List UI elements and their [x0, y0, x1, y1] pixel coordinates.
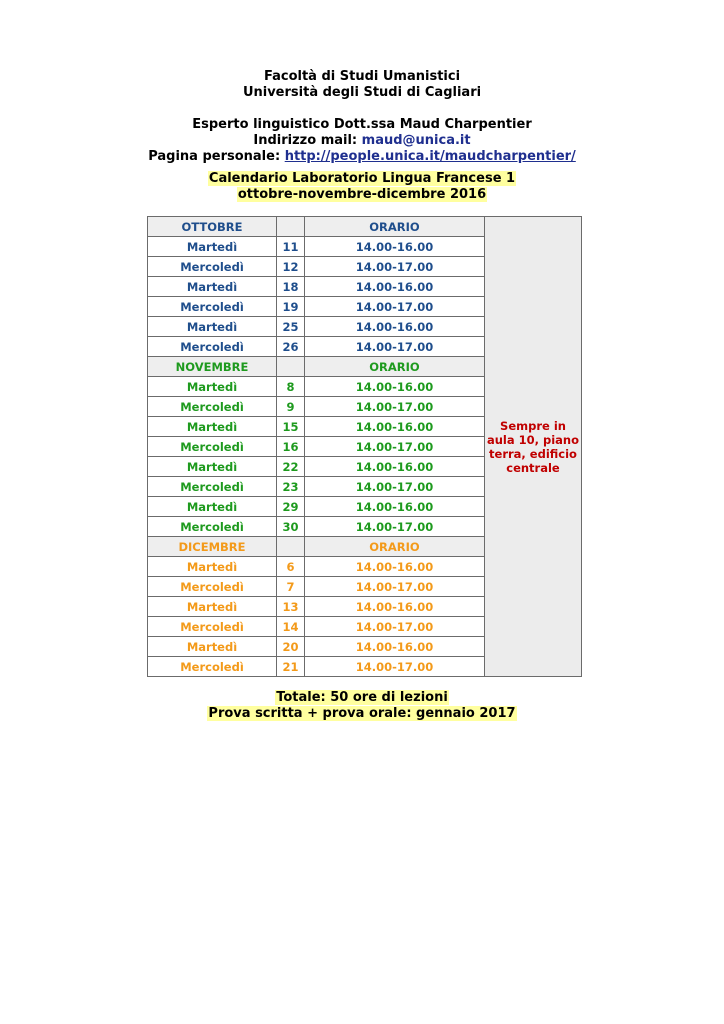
- time-header: ORARIO: [305, 537, 485, 557]
- date-cell: 11: [277, 237, 305, 257]
- time-cell: 14.00-17.00: [305, 517, 485, 537]
- date-cell: 6: [277, 557, 305, 577]
- location-note-text: Sempre in aula 10, piano terra, edificio centrale: [486, 418, 580, 475]
- day-cell: Mercoledì: [148, 477, 277, 497]
- month-name: DICEMBRE: [148, 537, 277, 557]
- month-header-row: [148, 217, 582, 237]
- date-cell: 16: [277, 437, 305, 457]
- date-cell: 8: [277, 377, 305, 397]
- day-cell: Mercoledì: [148, 297, 277, 317]
- date-cell: 15: [277, 417, 305, 437]
- date-cell: 22: [277, 457, 305, 477]
- total-hours: Totale: 50 ore di lezioni: [276, 690, 448, 705]
- page-label: Pagina personale:: [148, 149, 285, 164]
- expert-name: Esperto linguistico Dott.ssa Maud Charpentier: [192, 117, 532, 132]
- time-cell: 14.00-17.00: [305, 257, 485, 277]
- date-cell: 26: [277, 337, 305, 357]
- schedule-table: [147, 216, 582, 677]
- time-cell: 14.00-16.00: [305, 457, 485, 477]
- time-cell: 14.00-16.00: [305, 497, 485, 517]
- time-cell: 14.00-16.00: [305, 317, 485, 337]
- day-cell: Martedì: [148, 277, 277, 297]
- date-cell: 29: [277, 497, 305, 517]
- time-cell: 14.00-16.00: [305, 417, 485, 437]
- time-cell: 14.00-17.00: [305, 477, 485, 497]
- time-cell: 14.00-16.00: [305, 637, 485, 657]
- time-cell: 14.00-17.00: [305, 657, 485, 677]
- exam-info: Prova scritta + prova orale: gennaio 2017: [208, 706, 516, 721]
- location-note: [485, 217, 582, 677]
- day-cell: Mercoledì: [148, 437, 277, 457]
- date-cell: 13: [277, 597, 305, 617]
- document-header: [0, 69, 724, 165]
- document-footer: [0, 690, 724, 722]
- mail-link[interactable]: maud@unica.it: [361, 133, 471, 148]
- date-cell: 21: [277, 657, 305, 677]
- time-cell: 14.00-17.00: [305, 617, 485, 637]
- time-cell: 14.00-17.00: [305, 337, 485, 357]
- day-cell: Mercoledì: [148, 617, 277, 637]
- time-header: ORARIO: [305, 357, 485, 377]
- time-cell: 14.00-17.00: [305, 577, 485, 597]
- day-cell: Martedì: [148, 417, 277, 437]
- time-cell: 14.00-17.00: [305, 297, 485, 317]
- day-cell: Martedì: [148, 557, 277, 577]
- date-cell: 20: [277, 637, 305, 657]
- university-name: Università degli Studi di Cagliari: [242, 85, 482, 100]
- time-cell: 14.00-17.00: [305, 437, 485, 457]
- day-cell: Martedì: [148, 637, 277, 657]
- day-cell: Mercoledì: [148, 517, 277, 537]
- page-line: [0, 149, 724, 165]
- day-cell: Mercoledì: [148, 397, 277, 417]
- time-cell: 14.00-17.00: [305, 397, 485, 417]
- time-cell: 14.00-16.00: [305, 557, 485, 577]
- day-cell: Martedì: [148, 377, 277, 397]
- date-header: [277, 357, 305, 377]
- day-cell: Martedì: [148, 317, 277, 337]
- time-cell: 14.00-16.00: [305, 377, 485, 397]
- day-cell: Martedì: [148, 237, 277, 257]
- day-cell: Mercoledì: [148, 577, 277, 597]
- date-header: [277, 537, 305, 557]
- title-line-1: Calendario Laboratorio Lingua Francese 1: [208, 171, 516, 186]
- date-header: [277, 217, 305, 237]
- date-cell: 30: [277, 517, 305, 537]
- date-cell: 7: [277, 577, 305, 597]
- date-cell: 23: [277, 477, 305, 497]
- day-cell: Mercoledì: [148, 257, 277, 277]
- faculty-name: Facoltà di Studi Umanistici: [263, 69, 461, 84]
- personal-page-link[interactable]: http://people.unica.it/maudcharpentier/: [284, 149, 576, 164]
- time-cell: 14.00-16.00: [305, 597, 485, 617]
- date-cell: 12: [277, 257, 305, 277]
- date-cell: 9: [277, 397, 305, 417]
- month-name: OTTOBRE: [148, 217, 277, 237]
- date-cell: 19: [277, 297, 305, 317]
- mail-label: Indirizzo mail:: [253, 133, 362, 148]
- day-cell: Mercoledì: [148, 657, 277, 677]
- time-header: ORARIO: [305, 217, 485, 237]
- month-name: NOVEMBRE: [148, 357, 277, 377]
- calendar-title: [0, 171, 724, 203]
- date-cell: 18: [277, 277, 305, 297]
- date-cell: 14: [277, 617, 305, 637]
- day-cell: Mercoledì: [148, 337, 277, 357]
- title-line-2: ottobre-novembre-dicembre 2016: [237, 187, 487, 202]
- day-cell: Martedì: [148, 597, 277, 617]
- mail-line: [0, 133, 724, 149]
- time-cell: 14.00-16.00: [305, 277, 485, 297]
- date-cell: 25: [277, 317, 305, 337]
- time-cell: 14.00-16.00: [305, 237, 485, 257]
- day-cell: Martedì: [148, 457, 277, 477]
- day-cell: Martedì: [148, 497, 277, 517]
